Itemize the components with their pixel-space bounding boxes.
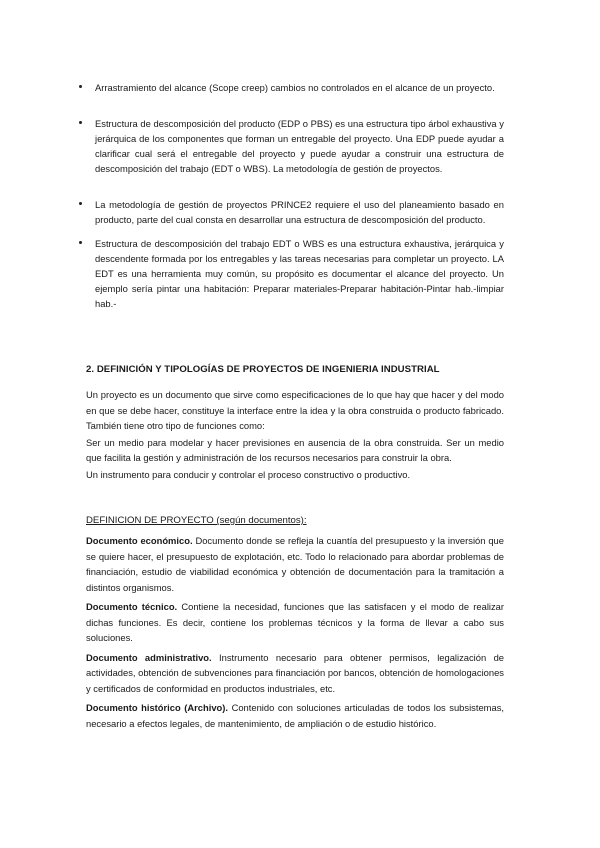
intro-paragraphs — [86, 387, 504, 482]
bullet-dot-icon — [79, 85, 82, 88]
intro-paragraph-1: Un proyecto es un documento que sirve como especificaciones de lo que hay que hacer y del modo en que se debe hacer, constituye la interface entre la idea y la obra construida o producto fabricado. También tiene otro tipo de funciones como: — [86, 389, 504, 431]
doc-term: Documento económico. — [86, 535, 193, 546]
doc-economic — [86, 533, 504, 595]
doc-description: Documento donde se refleja la cuantía del presupuesto y la inversión que se quiere hacer, el presupuesto de explotación, etc. Todo lo relacionado para abordar problemas de financiación, estudio de viabilidad económica y obtención de documentación para la tramitación a distintos organismos. — [86, 535, 504, 593]
doc-description: Contiene la necesidad, funciones que las satisfacen y el modo de realizar dichas funciones. Es decir, contiene los problemas técnicos y la forma de llevar a cabo sus soluciones. — [86, 601, 505, 643]
doc-administrative — [86, 650, 504, 697]
definition-heading: DEFINICION DE PROYECTO (según documentos): — [86, 515, 307, 526]
doc-description: Instrumento necesario para obtener permisos, legalización de actividades, obtención de subvenciones para financiación por bancos, obtención de homologaciones y certificados de conformidad en productos industriales, etc. — [86, 651, 504, 694]
doc-term: Documento histórico (Archivo). — [86, 702, 229, 713]
doc-historic — [86, 700, 504, 731]
doc-term: Documento técnico. — [86, 601, 178, 612]
bullet-item-scope-creep — [79, 80, 504, 95]
intro-paragraph-2: Ser un medio para modelar y hacer previsiones en ausencia de la obra construida. Ser un medio que facilita la gestión y administración de los recursos necesarios para construir la obra. — [86, 436, 504, 463]
intro-paragraph-3: Un instrumento para conducir y controlar el proceso constructivo o productivo. — [86, 468, 411, 480]
bullet-item-edp — [79, 116, 504, 176]
section-heading: 2. DEFINICIÓN Y TIPOLOGÍAS DE PROYECTOS DE INGENIERIA INDUSTRIAL — [86, 364, 440, 375]
bullet-item-prince2 — [79, 197, 504, 227]
doc-technical — [86, 599, 504, 646]
bullet-dot-icon — [79, 202, 82, 205]
doc-term: Documento administrativo. — [86, 651, 212, 663]
bullet-item-edt — [79, 236, 504, 311]
bullet-dot-icon — [79, 121, 82, 124]
bullet-text: Arrastramiento del alcance (Scope creep) cambios no controlados en el alcance de un proyecto. — [95, 82, 495, 93]
bullet-dot-icon — [79, 241, 82, 244]
bullet-text: La metodología de gestión de proyectos PRINCE2 requiere el uso del planeamiento basado en producto, parte del cual consta en desarrollar una estructura de descomposición del producto. — [95, 199, 504, 225]
bullet-list — [79, 80, 504, 311]
document-types-list — [86, 533, 504, 735]
doc-description: Contenido con soluciones articuladas de todos los subsistemas, necesario a efectos legales, de mantenimiento, de ampliación o de estudio histórico. — [86, 702, 504, 729]
bullet-text: Estructura de descomposición del producto (EDP o PBS) es una estructura tipo árbol exhaustiva y jerárquica de los componentes que forman un entregable del proyecto. Una EDP puede ayudar a clarificar cual será el entregable del proyecto y puede ayudar a construir una estructura de descomposición del trabajo (EDT o WBS). La metodología de gestión de proyectos. — [95, 118, 504, 174]
bullet-text: Estructura de descomposición del trabajo EDT o WBS es una estructura exhaustiva, jerárquica y descendente formada por los entregables y las tareas necesarias para completar un proyecto. LA EDT es una herramienta muy común, su propósito es documentar el alcance del proyecto. Un ejemplo sería pintar una habitación: Preparar materiales-Preparar habitación-Pintar hab.-limpiar hab.- — [95, 238, 504, 309]
